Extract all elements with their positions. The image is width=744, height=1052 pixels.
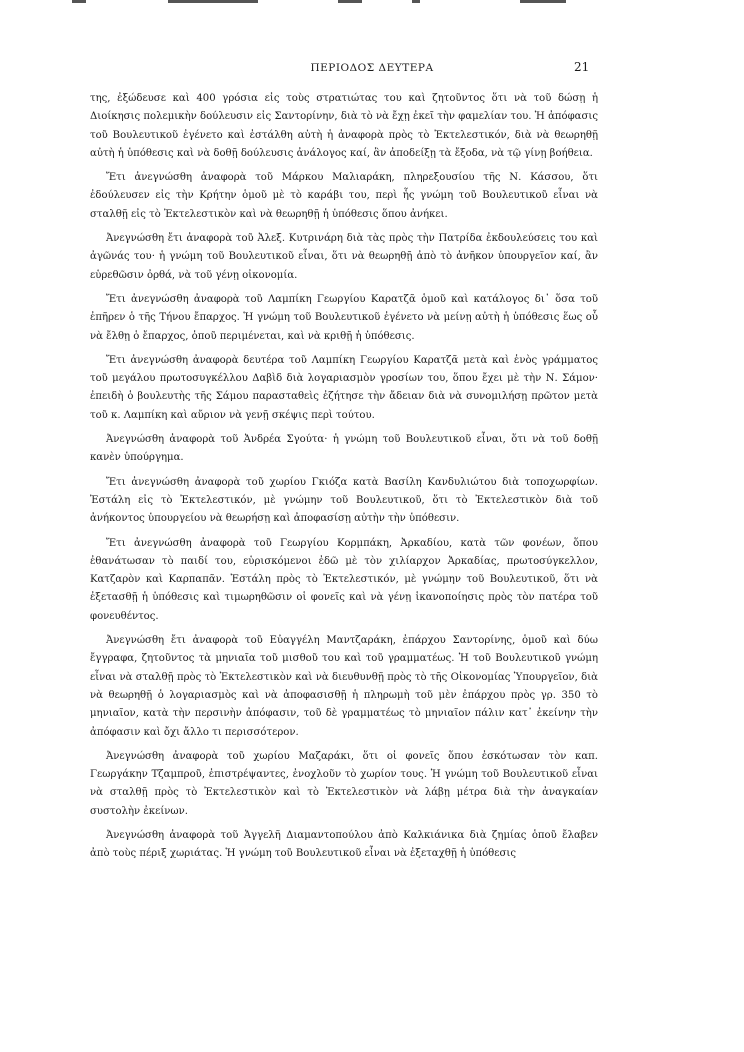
paragraph: Ἔτι ἀνεγνώσθη ἀναφορὰ τοῦ Λαμπίκη Γεωργίου Καρατζᾶ ὁμοῦ καὶ κατάλογος δι᾽ ὅσα τοῦ ἐπῆρεν ὁ τῆς Τήνου ἔπαρχος. Ἡ γνώμη τοῦ Βουλευτικοῦ ἐγένετο νὰ μείνῃ αὐτὴ ἡ ὑπόθεσις ἕως οὗ νὰ ἔλθῃ ὁ ἔπαρχος, ὁποῦ περιμένεται, καὶ νὰ κριθῇ ἡ ὑπόθεσις. <box>90 293 598 342</box>
body-text <box>90 90 598 870</box>
paragraph: Ἀνεγνώσθη ἔτι ἀναφορὰ τοῦ Εὐαγγέλη Μαντζαράκη, ἐπάρχου Σαντορίνης, ὁμοῦ καὶ δύω ἔγγραφα, ζητοῦντος τὰ μηνιαῖα τοῦ μισθοῦ του καὶ τοῦ γραμματέως. Ἡ τοῦ Βουλευτικοῦ γνώμη εἶναι νὰ σταλθῇ πρὸς τὸ Ἐκτελεστικὸν καὶ νὰ διευθυνθῇ πρὸς τὸ τῆς Οἰκονομίας Ὑπουργεῖον, διὰ νὰ θεωρηθῇ ὁ λογαριασμὸς καὶ νὰ ἀποφασισθῇ ἡ πληρωμὴ τοῦ μὲν ἐπάρχου πρὸς γρ. 350 τὸ μηνιαῖον, κατὰ τὴν περσινὴν ἀπόφασιν, τοῦ δὲ γραμματέως τὸ μηνιαῖον πάλιν κατ᾽ ἐκείνην τὴν ἀπόφασιν καὶ ὄχι ἄλλο τι περισσότερον. <box>90 635 598 738</box>
paragraph: Ἔτι ἀνεγνώσθη ἀναφορὰ τοῦ Γεωργίου Κορμπάκη, Ἀρκαδίου, κατὰ τῶν φονέων, ὅπου ἐθανάτωσαν τὸ παιδί του, εὑρισκόμενοι ἐδῶ μὲ τὸν χιλίαρχον Ἀρκαδίας, πρωτοσύγκελλον, Κατζαρὸν καὶ Καρπαπᾶν. Ἐστάλη πρὸς τὸ Ἐκτελεστικόν, μὲ γνώμην τοῦ Βουλευτικοῦ, ὅτι νὰ ἐξετασθῇ ἡ ὑπόθεσις καὶ τιμωρηθῶσιν οἱ φονεῖς καὶ νὰ γένῃ ἱκανοποίησις πρὸς τὸν πατέρα τοῦ φονευθέντος. <box>90 537 598 622</box>
paragraph: της, ἐξώδευσε καὶ 400 γρόσια εἰς τοὺς στρατιώτας του καὶ ζητοῦντος ὅτι νὰ τοῦ δώσῃ ἡ Διοίκησις πολεμικὴν δούλευσιν εἰς Σαντορίνην, διὰ τὸ νὰ ἔχῃ ἐκεῖ τὴν φαμελίαν του. Ἡ ἀπόφασις τοῦ Βουλευτικοῦ ἐγένετο καὶ ἐστάλθη αὐτὴ ἡ ἀναφορὰ πρὸς τὸ Ἐκτελεστικόν, διὰ νὰ θεωρηθῇ αὐτὴ ἡ ὑπόθεσις καὶ νὰ δοθῇ δούλευσις ἀνάλογος καί, ἂν ἀποδείξῃ τὰ ἔξοδα, νὰ τῷ γίνῃ βοήθεια. <box>90 93 598 159</box>
paragraph: Ἔτι ἀνεγνώσθη ἀναφορὰ δευτέρα τοῦ Λαμπίκη Γεωργίου Καρατζᾶ μετὰ καὶ ἑνὸς γράμματος τοῦ μεγάλου πρωτοσυγκέλλου Δαβὶδ διὰ λογαριασμὸν γροσίων του, ὅπου ἔχει μὲ τὴν Ν. Σάμον· ἐπειδὴ ὁ βουλευτὴς τῆς Σάμου παρασταθεὶς ἐζήτησε τὴν ἄδειαν διὰ νὰ συνομιλήσῃ πρῶτον μετὰ τοῦ κ. Λαμπίκη καὶ αὔριον νὰ γενῇ σκέψις περὶ τούτου. <box>90 354 598 421</box>
paragraph: Ἔτι ἀνεγνώσθη ἀναφορὰ τοῦ χωρίου Γκιόζα κατὰ Βασίλη Κανδυλιώτου διὰ τοποχωρφίων. Ἐστάλη εἰς τὸ Ἐκτελεστικόν, μὲ γνώμην τοῦ Βουλευτικοῦ, ὅτι τὸ Ἐκτελεστικὸν διὰ τοῦ ἀνήκοντος ὑπουργείου νὰ θεωρήσῃ καὶ ἀποφασίσῃ αὐτὴν τὴν ὑπόθεσιν. <box>90 476 598 525</box>
paragraph: Ἀνεγνώσθη ἀναφορὰ τοῦ Ἀγγελῆ Διαμαντοπούλου ἀπὸ Καλκιάνικα διὰ ζημίας ὁποῦ ἔλαβεν ἀπὸ τοὺς πέριξ χωριάτας. Ἡ γνώμη τοῦ Βουλευτικοῦ εἶναι νὰ ἐξεταχθῇ ἡ ὑπόθεσις <box>90 829 598 860</box>
paragraph: Ἀνεγνώσθη ἔτι ἀναφορὰ τοῦ Ἀλεξ. Κυτρινάρη διὰ τὰς πρὸς τὴν Πατρίδα ἐκδουλεύσεις του καὶ ἀγῶνάς του· ἡ γνώμη τοῦ Βουλευτικοῦ εἶναι, ὅτι νὰ θεωρηθῇ ἀπὸ τὸ ἀνῆκον ὑπουργεῖον καί, ἂν εὑρεθῶσιν ὀρθά, νὰ τοῦ γένῃ οἰκονομία. <box>90 233 598 281</box>
running-title: ΠΕΡΙΟΔΟΣ ΔΕΥΤΕΡΑ <box>310 62 434 74</box>
scan-edge-marks <box>0 0 744 6</box>
page-number: 21 <box>574 60 590 74</box>
paragraph: Ἀνεγνώσθη ἀναφορὰ τοῦ χωρίου Μαζαράκι, ὅτι οἱ φονεῖς ὅπου ἐσκότωσαν τὸν καπ. Γεωργάκην Τζαμπροῦ, ἐπιστρέψαντες, ἐνοχλοῦν τὸ χωρίον τους. Ἡ γνώμη τοῦ Βουλευτικοῦ εἶναι νὰ σταλθῇ πρὸς τὸ Ἐκτελεστικὸν καὶ τὸ Ἐκτελεστικὸν νὰ λάβῃ μέτρα διὰ τὴν ἀναγκαίαν συστολὴν ἐκείνων. <box>90 750 598 817</box>
paragraph: Ἀνεγνώσθη ἀναφορὰ τοῦ Ἀνδρέα Σγούτα· ἡ γνώμη τοῦ Βουλευτικοῦ εἶναι, ὅτι νὰ τοῦ δοθῇ κανὲν ὑπούργημα. <box>90 434 598 464</box>
paragraph: Ἔτι ἀνεγνώσθη ἀναφορὰ τοῦ Μάρκου Μαλιαράκη, πληρεξουσίου τῆς Ν. Κάσσου, ὅτι ἐδούλευσεν εἰς τὴν Κρήτην ὁμοῦ μὲ τὸ καράβι του, περὶ ἧς γνώμη τοῦ Βουλευτικοῦ εἶναι νὰ σταλθῇ εἰς τὸ Ἐκτελεστικὸν καὶ νὰ θεωρηθῇ ἡ ὑπόθεσις ὅπου ἀνήκει. <box>90 172 598 220</box>
